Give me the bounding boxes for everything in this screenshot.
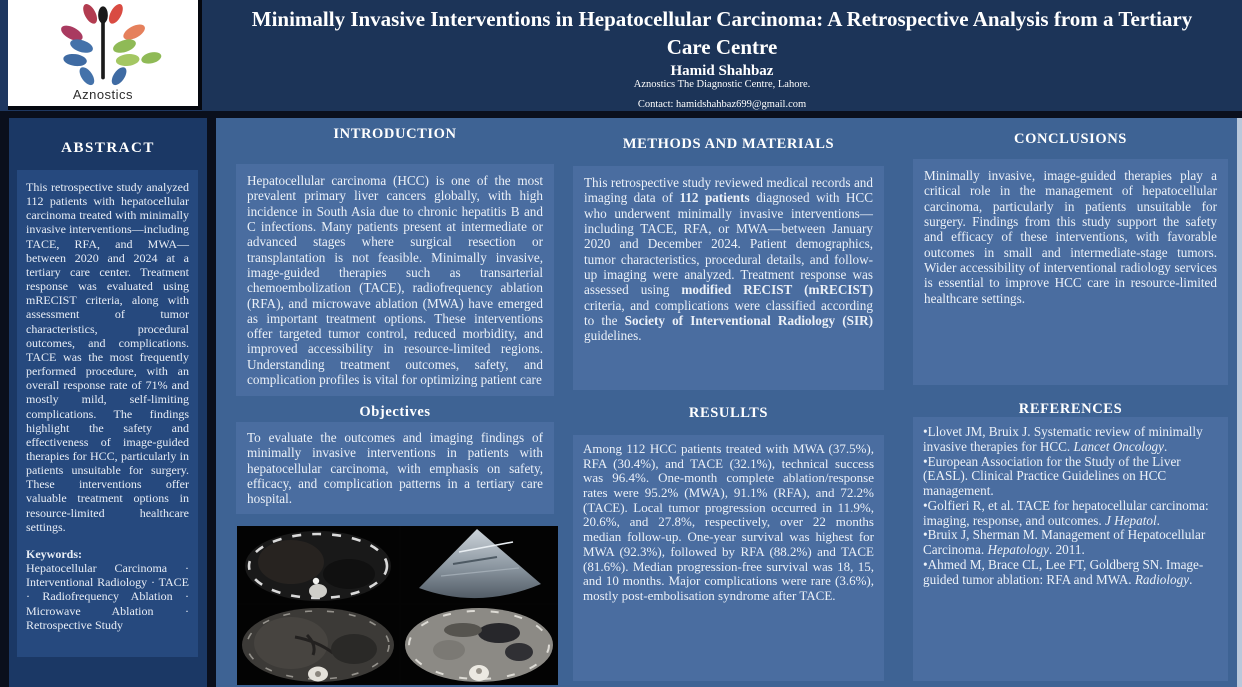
brand-name: Aznostics <box>72 87 134 102</box>
keywords-label: Keywords: <box>26 546 82 561</box>
reference-item: •Bruix J, Sherman M. Management of Hepatocellular Carcinoma. Hepatology. 2011. <box>923 527 1206 558</box>
logo-box <box>8 0 202 110</box>
keywords-text: Hepatocellular Carcinoma · Interventional Radiology · TACE · Radiofrequency Ablation · Microwave Ablation · Retrospective Study <box>26 561 189 632</box>
figure-ultrasound-liver <box>401 526 558 603</box>
abstract-heading: ABSTRACT <box>61 140 155 156</box>
reference-item: •Ahmed M, Brace CL, Lee FT, Goldberg SN. Image-guided tumor ablation: RFA and MWA. Radiology. <box>923 557 1204 587</box>
content-area <box>216 118 1242 687</box>
introduction-heading: INTRODUCTION <box>333 126 457 142</box>
reference-item: •European Association for the Study of the Liver (EASL). Clinical Practice Guidelines on HCC management. <box>923 453 1181 499</box>
poster-title: Minimally Invasive Interventions in Hepatocellular Carcinoma: A Retrospective Analysis from a Tertiary Care Centre <box>251 7 1193 60</box>
methods-body: This retrospective study reviewed medical records and imaging data of 112 patients diagnosed with HCC who underwent minimally invasive interventions—including TACE, RFA, or MWA—between January 2020 and December 2024. Patient demographics, tumor characteristics, procedural details, and follow-up imaging were analyzed. Treatment response was assessed using modified RECIST (mRECIST) criteria, and complications were classified according to the Society of Interventional Radiology (SIR) guidelines. <box>573 166 884 390</box>
affiliation: Aznostics The Diagnostic Centre, Lahore. <box>633 78 811 90</box>
figure-panel <box>237 526 558 685</box>
results-heading: RESULLTS <box>688 405 769 421</box>
contact-email: Contact: hamidshahbaz699@gmail.com <box>637 98 807 110</box>
reference-item: •Llovet JM, Bruix J. Systematic review of minimally invasive therapies for HCC. Lancet Oncology. <box>923 424 1203 454</box>
reference-item: •Golfieri R, et al. TACE for hepatocellular carcinoma: imaging, response, and outcomes. J Hepatol. <box>923 497 1209 528</box>
references-heading: REFERENCES <box>1018 401 1123 417</box>
conclusions-body: Minimally invasive, image-guided therapies play a critical role in the management of hepatocellular carcinoma, particularly in patients unsuitable for surgery. Findings from this study support the safety and efficacy of these interventions, with favorable outcomes in small and intermediate-stage tumors. Wider accessibility of interventional radiology services is essential to improve HCC care in resource-limited healthcare settings. <box>913 159 1228 385</box>
page-right-edge <box>1237 118 1242 687</box>
author-name: Hamid Shahbaz <box>670 62 774 79</box>
figure-ct-abdomen-axial-unenhanced <box>237 526 399 603</box>
conclusions-heading: CONCLUSIONS <box>1014 131 1127 147</box>
sidebar-divider <box>207 118 216 687</box>
introduction-body: Hepatocellular carcinoma (HCC) is one of the most prevalent primary liver cancers globally, with high incidence in South Asia due to chronic hepatitis B and C infections. Many patients present at intermediate or advanced stages where surgical resection or transplantation is not feasible. Minimally invasive, image-guided therapies such as transarterial chemoembolization (TACE), radiofrequency ablation (RFA), and microwave ablation (MWA) have emerged as important treatment options. These interventions offer targeted tumor control, reduced morbidity, and improved accessibility in resource-limited regions. Understanding treatment outcomes, safety, and complication profiles is vital for optimizing patient care <box>236 164 554 396</box>
abstract-box <box>17 170 198 657</box>
results-body: Among 112 HCC patients treated with MWA (37.5%), RFA (30.4%), and TACE (32.1%), technical success was 96.4%. One-month complete ablation/response rates were 95.2% (MWA), 91.1% (RFA), and 72.2% (TACE). Local tumor progression occurred in 11.9%, 20.6%, and 27.8%, respectively, over 22 months median follow-up. One-year survival was highest for MWA (92.3%), followed by RFA (88.2%) and TACE (81.6%). Median progression-free survival was 18, 15, and 10 months. Major complications were rare (3.6%), mostly post-embolisation syndrome after TACE. <box>573 435 884 681</box>
aznostics-logo-icon <box>30 4 176 86</box>
figure-ct-abdomen-axial-contrast <box>401 605 558 685</box>
column-methods-results <box>573 118 884 687</box>
column-conclusions-references <box>913 118 1228 687</box>
objectives-body: To evaluate the outcomes and imaging findings of minimally invasive interventions in patients with hepatocellular carcinoma, with emphasis on safety, efficacy, and complication patterns in a tertiary care hospital. <box>236 422 554 514</box>
objectives-heading: Objectives <box>359 404 431 420</box>
methods-heading: METHODS AND MATERIALS <box>622 136 835 152</box>
poster-header <box>202 0 1242 111</box>
figure-ct-abdomen-axial-portal-venous <box>237 605 399 685</box>
abstract-body: This retrospective study analyzed 112 patients with hepatocellular carcinoma treated with minimally invasive interventions—including TACE, RFA, and MWA—between 2020 and 2024 at a tertiary care center. Treatment response was evaluated using mRECIST criteria, along with assessment of tumor characteristics, procedural outcomes, and complications. TACE was the most frequently performed procedure, with an overall response rate of 71% and mostly mild, self-limiting complications. The findings highlight the safety and effectiveness of image-guided therapies for HCC, particularly in patients unsuitable for surgery. These interventions offer valuable treatment options in resource-limited healthcare settings. <box>26 180 189 534</box>
abstract-sidebar <box>0 118 207 687</box>
references-list <box>913 417 1228 681</box>
header-divider <box>0 111 1242 118</box>
